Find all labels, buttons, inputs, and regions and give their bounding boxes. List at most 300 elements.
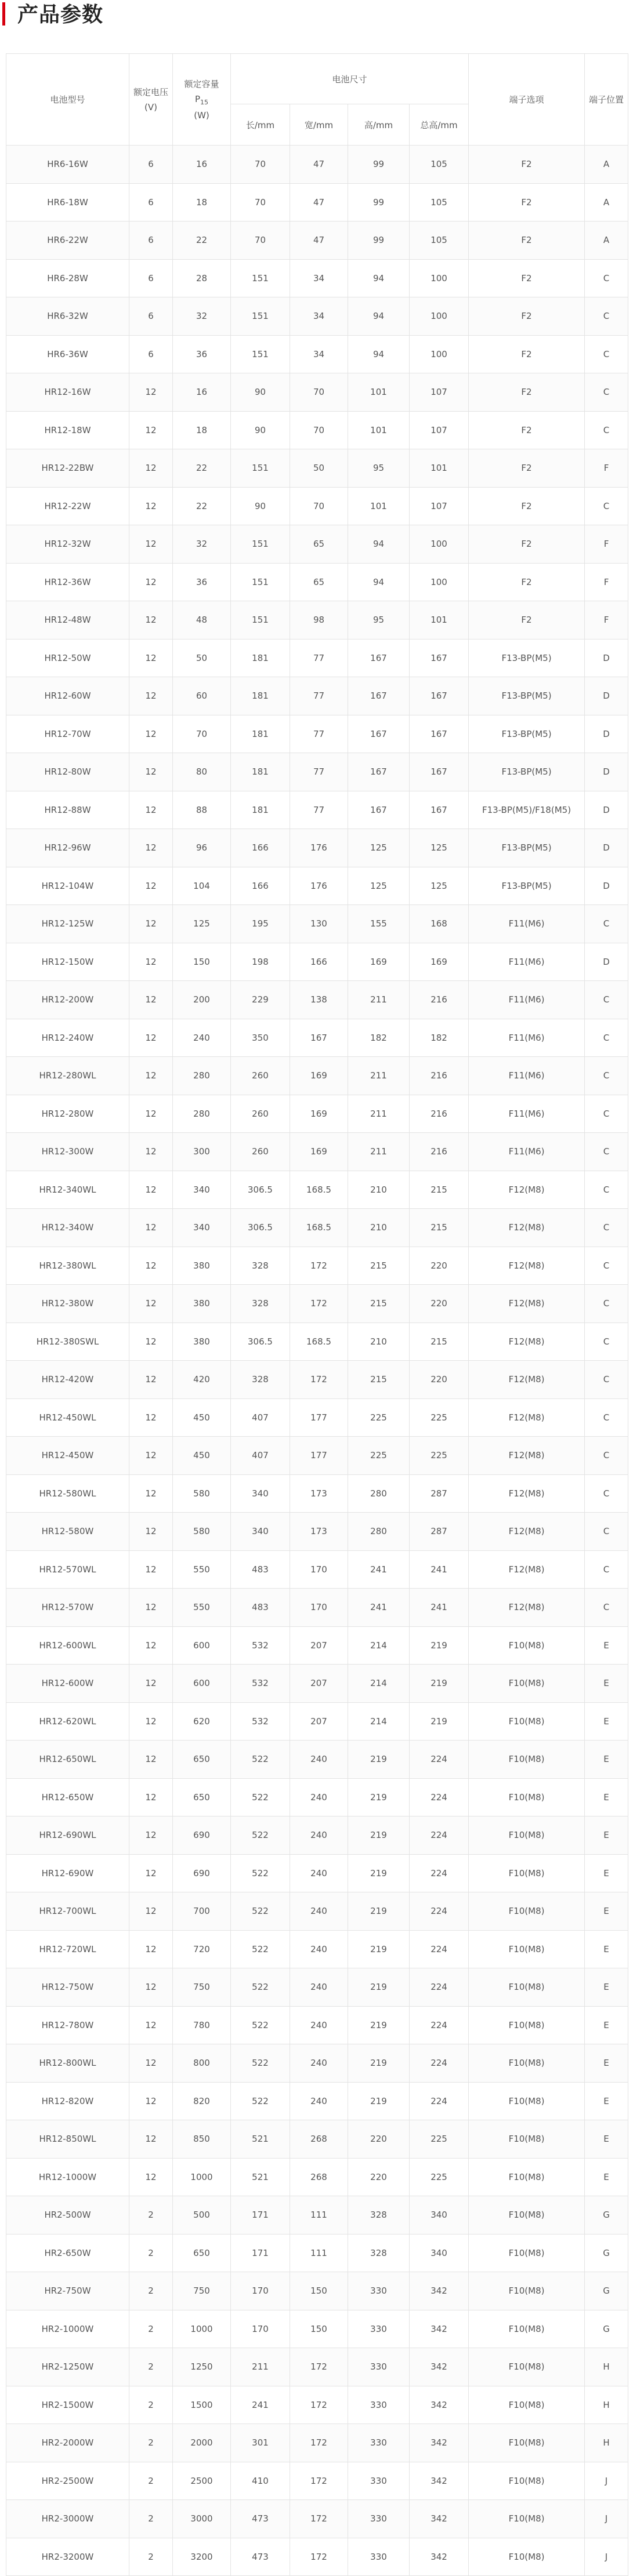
total-height-cell: 101 bbox=[410, 601, 469, 640]
model-cell: HR12-280WL bbox=[6, 1057, 129, 1095]
length-cell: 151 bbox=[231, 601, 290, 640]
terminal-cell: F10(M8) bbox=[469, 1702, 585, 1741]
table-row bbox=[6, 411, 628, 449]
table-row bbox=[6, 1892, 628, 1931]
capacity-cell: 420 bbox=[173, 1361, 231, 1399]
height-cell: 99 bbox=[348, 146, 410, 184]
total-height-cell: 216 bbox=[410, 1095, 469, 1133]
length-cell: 522 bbox=[231, 1778, 290, 1816]
width-cell: 166 bbox=[290, 943, 348, 981]
total-height-cell: 220 bbox=[410, 1285, 469, 1323]
capacity-cell: 3200 bbox=[173, 2538, 231, 2576]
capacity-cell: 450 bbox=[173, 1437, 231, 1475]
model-cell: HR12-80W bbox=[6, 753, 129, 791]
width-cell: 172 bbox=[290, 2538, 348, 2576]
height-cell: 241 bbox=[348, 1550, 410, 1589]
model-cell: HR12-580WL bbox=[6, 1474, 129, 1513]
height-cell: 125 bbox=[348, 829, 410, 867]
model-cell: HR12-16W bbox=[6, 373, 129, 412]
width-cell: 168.5 bbox=[290, 1171, 348, 1209]
terminal-cell: F2 bbox=[469, 221, 585, 260]
terminal-cell: F13-BP(M5) bbox=[469, 753, 585, 791]
terminal-cell: F10(M8) bbox=[469, 2158, 585, 2196]
terminal-position-cell: C bbox=[585, 487, 628, 525]
height-cell: 225 bbox=[348, 1398, 410, 1437]
table-row bbox=[6, 905, 628, 943]
capacity-cell: 18 bbox=[173, 411, 231, 449]
height-cell: 211 bbox=[348, 1095, 410, 1133]
table-row bbox=[6, 1322, 628, 1361]
voltage-cell: 2 bbox=[129, 2196, 173, 2235]
total-height-cell: 100 bbox=[410, 297, 469, 336]
capacity-cell: 96 bbox=[173, 829, 231, 867]
terminal-position-cell: A bbox=[585, 146, 628, 184]
voltage-cell: 12 bbox=[129, 1057, 173, 1095]
terminal-position-cell: C bbox=[585, 1247, 628, 1285]
terminal-position-cell: F bbox=[585, 449, 628, 488]
height-cell: 94 bbox=[348, 297, 410, 336]
model-cell: HR12-300W bbox=[6, 1133, 129, 1171]
terminal-cell: F13-BP(M5) bbox=[469, 677, 585, 715]
model-cell: HR2-3000W bbox=[6, 2500, 129, 2538]
model-cell: HR12-280W bbox=[6, 1095, 129, 1133]
voltage-cell: 12 bbox=[129, 753, 173, 791]
total-height-cell: 224 bbox=[410, 1854, 469, 1892]
terminal-cell: F2 bbox=[469, 183, 585, 221]
terminal-cell: F10(M8) bbox=[469, 2424, 585, 2462]
length-cell: 181 bbox=[231, 715, 290, 753]
terminal-cell: F12(M8) bbox=[469, 1437, 585, 1475]
capacity-cell: 550 bbox=[173, 1589, 231, 1627]
total-height-cell: 220 bbox=[410, 1361, 469, 1399]
capacity-cell: 22 bbox=[173, 487, 231, 525]
length-cell: 483 bbox=[231, 1550, 290, 1589]
terminal-position-cell: C bbox=[585, 981, 628, 1019]
model-cell: HR12-340W bbox=[6, 1209, 129, 1247]
length-cell: 170 bbox=[231, 2310, 290, 2348]
length-cell: 328 bbox=[231, 1361, 290, 1399]
length-cell: 532 bbox=[231, 1702, 290, 1741]
capacity-cell: 32 bbox=[173, 525, 231, 564]
terminal-cell: F12(M8) bbox=[469, 1171, 585, 1209]
width-cell: 169 bbox=[290, 1057, 348, 1095]
total-height-cell: 225 bbox=[410, 1398, 469, 1437]
width-cell: 150 bbox=[290, 2310, 348, 2348]
model-cell: HR12-88W bbox=[6, 791, 129, 829]
height-cell: 214 bbox=[348, 1665, 410, 1703]
width-cell: 47 bbox=[290, 146, 348, 184]
width-cell: 240 bbox=[290, 2006, 348, 2044]
height-cell: 328 bbox=[348, 2234, 410, 2272]
length-cell: 328 bbox=[231, 1247, 290, 1285]
terminal-position-cell: A bbox=[585, 183, 628, 221]
total-height-cell: 342 bbox=[410, 2500, 469, 2538]
table-row bbox=[6, 943, 628, 981]
height-cell: 280 bbox=[348, 1513, 410, 1551]
model-cell: HR12-380SWL bbox=[6, 1322, 129, 1361]
width-cell: 240 bbox=[290, 2044, 348, 2083]
capacity-cell: 88 bbox=[173, 791, 231, 829]
voltage-cell: 12 bbox=[129, 2006, 173, 2044]
length-cell: 483 bbox=[231, 1589, 290, 1627]
length-cell: 532 bbox=[231, 1626, 290, 1665]
height-cell: 101 bbox=[348, 373, 410, 412]
length-cell: 90 bbox=[231, 373, 290, 412]
width-cell: 130 bbox=[290, 905, 348, 943]
height-cell: 215 bbox=[348, 1285, 410, 1323]
table-row bbox=[6, 373, 628, 412]
total-height-cell: 219 bbox=[410, 1702, 469, 1741]
width-cell: 240 bbox=[290, 1892, 348, 1931]
width-cell: 240 bbox=[290, 1930, 348, 1968]
terminal-cell: F10(M8) bbox=[469, 2538, 585, 2576]
height-cell: 210 bbox=[348, 1322, 410, 1361]
voltage-cell: 12 bbox=[129, 1968, 173, 2007]
table-row bbox=[6, 981, 628, 1019]
table-row bbox=[6, 1474, 628, 1513]
height-cell: 215 bbox=[348, 1361, 410, 1399]
length-cell: 340 bbox=[231, 1474, 290, 1513]
capacity-cell: 1000 bbox=[173, 2158, 231, 2196]
total-height-cell: 241 bbox=[410, 1550, 469, 1589]
page-title: 产品参数 bbox=[17, 3, 104, 27]
voltage-cell: 12 bbox=[129, 943, 173, 981]
voltage-cell: 2 bbox=[129, 2386, 173, 2424]
capacity-cell: 1000 bbox=[173, 2310, 231, 2348]
terminal-position-cell: D bbox=[585, 867, 628, 905]
capacity-cell: 580 bbox=[173, 1474, 231, 1513]
total-height-cell: 169 bbox=[410, 943, 469, 981]
table-row bbox=[6, 753, 628, 791]
model-cell: HR6-28W bbox=[6, 259, 129, 297]
capacity-cell: 750 bbox=[173, 1968, 231, 2007]
height-cell: 215 bbox=[348, 1247, 410, 1285]
height-cell: 182 bbox=[348, 1019, 410, 1057]
terminal-position-cell: E bbox=[585, 1626, 628, 1665]
width-cell: 65 bbox=[290, 525, 348, 564]
col-header-width: 宽/mm bbox=[290, 104, 348, 146]
terminal-position-cell: H bbox=[585, 2386, 628, 2424]
capacity-cell: 50 bbox=[173, 639, 231, 677]
width-cell: 240 bbox=[290, 2082, 348, 2120]
voltage-cell: 6 bbox=[129, 183, 173, 221]
height-cell: 219 bbox=[348, 1741, 410, 1779]
model-cell: HR6-36W bbox=[6, 335, 129, 373]
model-cell: HR2-750W bbox=[6, 2272, 129, 2310]
height-cell: 214 bbox=[348, 1626, 410, 1665]
terminal-position-cell: C bbox=[585, 1285, 628, 1323]
terminal-position-cell: H bbox=[585, 2348, 628, 2386]
table-body bbox=[6, 146, 628, 2576]
width-cell: 172 bbox=[290, 2500, 348, 2538]
model-cell: HR12-36W bbox=[6, 563, 129, 601]
voltage-cell: 12 bbox=[129, 1133, 173, 1171]
length-cell: 181 bbox=[231, 753, 290, 791]
terminal-position-cell: G bbox=[585, 2310, 628, 2348]
table-row bbox=[6, 2196, 628, 2235]
total-height-cell: 216 bbox=[410, 981, 469, 1019]
height-cell: 101 bbox=[348, 487, 410, 525]
total-height-cell: 219 bbox=[410, 1626, 469, 1665]
terminal-cell: F12(M8) bbox=[469, 1589, 585, 1627]
table-row bbox=[6, 221, 628, 260]
terminal-cell: F2 bbox=[469, 373, 585, 412]
terminal-position-cell: G bbox=[585, 2234, 628, 2272]
width-cell: 34 bbox=[290, 259, 348, 297]
terminal-cell: F2 bbox=[469, 449, 585, 488]
terminal-position-cell: C bbox=[585, 411, 628, 449]
height-cell: 155 bbox=[348, 905, 410, 943]
terminal-position-cell: D bbox=[585, 829, 628, 867]
total-height-cell: 216 bbox=[410, 1057, 469, 1095]
terminal-cell: F12(M8) bbox=[469, 1513, 585, 1551]
capacity-label: 额定容量 bbox=[184, 78, 219, 89]
table-row bbox=[6, 297, 628, 336]
table-row bbox=[6, 563, 628, 601]
model-cell: HR12-18W bbox=[6, 411, 129, 449]
length-cell: 260 bbox=[231, 1095, 290, 1133]
voltage-unit: (V) bbox=[144, 101, 157, 112]
voltage-cell: 12 bbox=[129, 1247, 173, 1285]
capacity-cell: 600 bbox=[173, 1665, 231, 1703]
table-row bbox=[6, 1285, 628, 1323]
terminal-position-cell: C bbox=[585, 335, 628, 373]
table-row bbox=[6, 1589, 628, 1627]
table-row bbox=[6, 2272, 628, 2310]
terminal-position-cell: E bbox=[585, 1778, 628, 1816]
height-cell: 330 bbox=[348, 2538, 410, 2576]
terminal-cell: F2 bbox=[469, 259, 585, 297]
voltage-cell: 2 bbox=[129, 2424, 173, 2462]
height-cell: 99 bbox=[348, 183, 410, 221]
total-height-cell: 100 bbox=[410, 525, 469, 564]
table-row bbox=[6, 2082, 628, 2120]
model-cell: HR12-820W bbox=[6, 2082, 129, 2120]
table-row bbox=[6, 1171, 628, 1209]
table-row bbox=[6, 146, 628, 184]
width-cell: 240 bbox=[290, 1778, 348, 1816]
model-cell: HR12-720WL bbox=[6, 1930, 129, 1968]
width-cell: 77 bbox=[290, 677, 348, 715]
height-cell: 219 bbox=[348, 1892, 410, 1931]
terminal-position-cell: E bbox=[585, 2120, 628, 2159]
terminal-position-cell: E bbox=[585, 2158, 628, 2196]
model-cell: HR12-200W bbox=[6, 981, 129, 1019]
model-cell: HR12-48W bbox=[6, 601, 129, 640]
voltage-cell: 12 bbox=[129, 373, 173, 412]
capacity-cell: 22 bbox=[173, 449, 231, 488]
voltage-cell: 12 bbox=[129, 1285, 173, 1323]
voltage-cell: 12 bbox=[129, 829, 173, 867]
capacity-cell: 550 bbox=[173, 1550, 231, 1589]
total-height-cell: 167 bbox=[410, 753, 469, 791]
terminal-cell: F11(M6) bbox=[469, 1057, 585, 1095]
terminal-cell: F12(M8) bbox=[469, 1474, 585, 1513]
height-cell: 219 bbox=[348, 1854, 410, 1892]
height-cell: 211 bbox=[348, 1057, 410, 1095]
voltage-cell: 12 bbox=[129, 905, 173, 943]
voltage-cell: 12 bbox=[129, 1019, 173, 1057]
model-cell: HR12-96W bbox=[6, 829, 129, 867]
model-cell: HR12-650WL bbox=[6, 1741, 129, 1779]
terminal-cell: F10(M8) bbox=[469, 1930, 585, 1968]
terminal-cell: F10(M8) bbox=[469, 1854, 585, 1892]
voltage-cell: 6 bbox=[129, 259, 173, 297]
capacity-cell: 70 bbox=[173, 715, 231, 753]
voltage-cell: 12 bbox=[129, 411, 173, 449]
table-row bbox=[6, 1778, 628, 1816]
height-cell: 214 bbox=[348, 1702, 410, 1741]
width-cell: 177 bbox=[290, 1437, 348, 1475]
length-cell: 340 bbox=[231, 1513, 290, 1551]
total-height-cell: 107 bbox=[410, 373, 469, 412]
table-row bbox=[6, 2424, 628, 2462]
voltage-cell: 12 bbox=[129, 601, 173, 640]
length-cell: 522 bbox=[231, 2044, 290, 2083]
width-cell: 77 bbox=[290, 791, 348, 829]
capacity-cell: 620 bbox=[173, 1702, 231, 1741]
voltage-cell: 12 bbox=[129, 1322, 173, 1361]
table-row bbox=[6, 2500, 628, 2538]
length-cell: 70 bbox=[231, 146, 290, 184]
height-cell: 225 bbox=[348, 1437, 410, 1475]
length-cell: 151 bbox=[231, 449, 290, 488]
length-cell: 151 bbox=[231, 259, 290, 297]
width-cell: 240 bbox=[290, 1854, 348, 1892]
terminal-cell: F2 bbox=[469, 146, 585, 184]
table-header bbox=[6, 54, 628, 146]
total-height-cell: 215 bbox=[410, 1209, 469, 1247]
voltage-cell: 2 bbox=[129, 2500, 173, 2538]
terminal-position-cell: D bbox=[585, 791, 628, 829]
model-cell: HR12-750W bbox=[6, 1968, 129, 2007]
terminal-position-cell: C bbox=[585, 1589, 628, 1627]
voltage-cell: 12 bbox=[129, 1626, 173, 1665]
voltage-cell: 12 bbox=[129, 2158, 173, 2196]
width-cell: 77 bbox=[290, 715, 348, 753]
table-row bbox=[6, 867, 628, 905]
table-row bbox=[6, 1513, 628, 1551]
terminal-cell: F10(M8) bbox=[469, 2044, 585, 2083]
table-row bbox=[6, 1816, 628, 1855]
terminal-cell: F11(M6) bbox=[469, 943, 585, 981]
width-cell: 138 bbox=[290, 981, 348, 1019]
length-cell: 171 bbox=[231, 2196, 290, 2235]
model-cell: HR12-690W bbox=[6, 1854, 129, 1892]
terminal-cell: F12(M8) bbox=[469, 1361, 585, 1399]
terminal-position-cell: C bbox=[585, 297, 628, 336]
voltage-cell: 12 bbox=[129, 525, 173, 564]
model-cell: HR12-570WL bbox=[6, 1550, 129, 1589]
capacity-cell: 690 bbox=[173, 1854, 231, 1892]
total-height-cell: 225 bbox=[410, 2120, 469, 2159]
height-cell: 219 bbox=[348, 2006, 410, 2044]
length-cell: 306.5 bbox=[231, 1171, 290, 1209]
table-row bbox=[6, 1702, 628, 1741]
length-cell: 181 bbox=[231, 677, 290, 715]
capacity-cell: 280 bbox=[173, 1095, 231, 1133]
length-cell: 260 bbox=[231, 1057, 290, 1095]
table-row bbox=[6, 2234, 628, 2272]
terminal-position-cell: E bbox=[585, 2044, 628, 2083]
height-cell: 94 bbox=[348, 335, 410, 373]
capacity-cell: 28 bbox=[173, 259, 231, 297]
table-row bbox=[6, 2120, 628, 2159]
total-height-cell: 342 bbox=[410, 2424, 469, 2462]
height-cell: 125 bbox=[348, 867, 410, 905]
length-cell: 260 bbox=[231, 1133, 290, 1171]
table-row bbox=[6, 601, 628, 640]
voltage-cell: 6 bbox=[129, 297, 173, 336]
model-cell: HR12-104W bbox=[6, 867, 129, 905]
terminal-position-cell: D bbox=[585, 753, 628, 791]
length-cell: 306.5 bbox=[231, 1322, 290, 1361]
model-cell: HR12-800WL bbox=[6, 2044, 129, 2083]
terminal-position-cell: G bbox=[585, 2272, 628, 2310]
length-cell: 151 bbox=[231, 563, 290, 601]
terminal-cell: F10(M8) bbox=[469, 1741, 585, 1779]
voltage-cell: 6 bbox=[129, 335, 173, 373]
total-height-cell: 125 bbox=[410, 867, 469, 905]
length-cell: 181 bbox=[231, 791, 290, 829]
capacity-unit: (W) bbox=[194, 110, 209, 121]
terminal-cell: F10(M8) bbox=[469, 2386, 585, 2424]
capacity-cell: 48 bbox=[173, 601, 231, 640]
terminal-cell: F2 bbox=[469, 411, 585, 449]
table-row bbox=[6, 639, 628, 677]
voltage-cell: 12 bbox=[129, 867, 173, 905]
total-height-cell: 342 bbox=[410, 2386, 469, 2424]
capacity-cell: 22 bbox=[173, 221, 231, 260]
length-cell: 407 bbox=[231, 1398, 290, 1437]
height-cell: 95 bbox=[348, 449, 410, 488]
model-cell: HR6-18W bbox=[6, 183, 129, 221]
terminal-position-cell: E bbox=[585, 1741, 628, 1779]
height-cell: 210 bbox=[348, 1171, 410, 1209]
width-cell: 207 bbox=[290, 1702, 348, 1741]
capacity-symbol-letter: P bbox=[194, 93, 201, 104]
terminal-position-cell: C bbox=[585, 1095, 628, 1133]
voltage-cell: 12 bbox=[129, 715, 173, 753]
terminal-cell: F10(M8) bbox=[469, 2234, 585, 2272]
terminal-cell: F10(M8) bbox=[469, 2196, 585, 2235]
table-row bbox=[6, 2538, 628, 2576]
terminal-position-cell: C bbox=[585, 1209, 628, 1247]
voltage-cell: 2 bbox=[129, 2234, 173, 2272]
voltage-cell: 12 bbox=[129, 2044, 173, 2083]
terminal-cell: F10(M8) bbox=[469, 1968, 585, 2007]
width-cell: 65 bbox=[290, 563, 348, 601]
total-height-cell: 224 bbox=[410, 2082, 469, 2120]
terminal-position-cell: J bbox=[585, 2462, 628, 2500]
length-cell: 522 bbox=[231, 1892, 290, 1931]
terminal-cell: F10(M8) bbox=[469, 1626, 585, 1665]
height-cell: 219 bbox=[348, 1816, 410, 1855]
length-cell: 350 bbox=[231, 1019, 290, 1057]
width-cell: 150 bbox=[290, 2272, 348, 2310]
height-cell: 219 bbox=[348, 1968, 410, 2007]
col-header-terminal-position: 端子位置 bbox=[585, 54, 628, 146]
voltage-cell: 2 bbox=[129, 2538, 173, 2576]
terminal-position-cell: F bbox=[585, 601, 628, 640]
terminal-position-cell: C bbox=[585, 1057, 628, 1095]
table-row bbox=[6, 2386, 628, 2424]
capacity-cell: 800 bbox=[173, 2044, 231, 2083]
capacity-cell: 700 bbox=[173, 1892, 231, 1931]
capacity-cell: 650 bbox=[173, 1741, 231, 1779]
model-cell: HR12-600W bbox=[6, 1665, 129, 1703]
table-row bbox=[6, 677, 628, 715]
